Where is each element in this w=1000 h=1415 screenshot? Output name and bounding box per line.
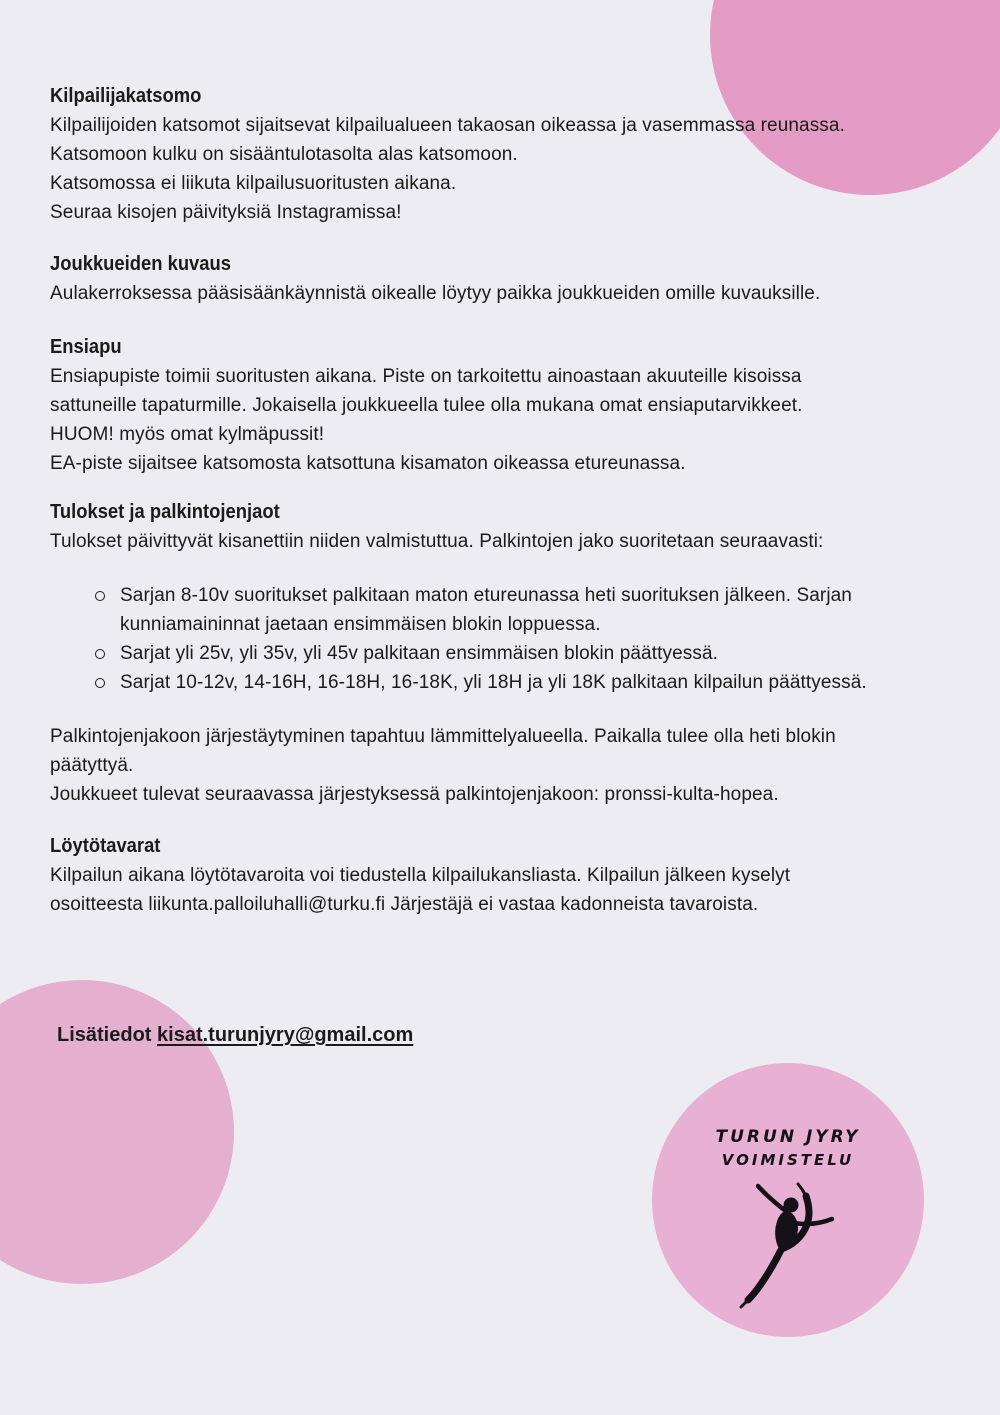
body-line: Aulakerroksessa pääsisäänkäynnistä oikealle löytyy paikka joukkueiden omille kuvauksille. [50,283,821,304]
contact-label: Lisätiedot [57,1024,152,1046]
awards-lineup-paragraph [50,722,950,809]
body-line: Ensiapupiste toimii suoritusten aikana. Piste on tarkoitettu ainoastaan akuuteille kisoissa [50,366,802,387]
list-item [95,581,975,639]
contact-info [57,1024,413,1047]
bullet-icon [95,678,105,688]
body-line: Joukkueet tulevat seuraavassa järjestyksessä palkintojenjakoon: pronssi-kulta-hopea. [50,784,779,805]
body-line: Kilpailijoiden katsomot sijaitsevat kilpailualueen takaosan oikeassa ja vasemmassa reunassa. [50,115,845,136]
section-ensiapu [50,333,950,478]
body-line: Kilpailun aikana löytötavaroita voi tiedustella kilpailukansliasta. Kilpailun jälkeen kyselyt [50,865,791,886]
bullet-line: Sarjan 8-10v suoritukset palkitaan maton etureunassa heti suorituksen jälkeen. Sarjan [120,585,852,606]
contact-email-link[interactable]: kisat.turunjyry@gmail.com [157,1024,414,1046]
club-name-line1: TURUN JYRY [715,1127,861,1147]
body-line: EA-piste sijaitsee katsomosta katsottuna kisamaton oikeassa etureunassa. [50,453,686,474]
section-heading: Kilpailijakatsomo [50,85,202,107]
bullet-icon [95,649,105,659]
body-line: Palkintojenjakoon järjestäytyminen tapahtuu lämmittelyalueella. Paikalla tulee olla heti blokin [50,726,836,747]
body-line: Katsomoon kulku on sisääntulotasolta alas katsomoon. [50,144,518,165]
section-kilpailijakatsomo [50,82,950,227]
bullet-line: Sarjat yli 25v, yli 35v, yli 45v palkitaan ensimmäisen blokin päättyessä. [120,643,718,664]
section-tulokset [50,498,950,556]
section-loytotavarat [50,832,950,919]
body-line: Seuraa kisojen päivityksiä Instagramissa! [50,202,402,223]
section-heading: Joukkueiden kuvaus [50,253,232,275]
list-item [95,668,975,697]
bullet-line: Sarjat 10-12v, 14-16H, 16-18H, 16-18K, yli 18H ja yli 18K palkitaan kilpailun päättyessä. [120,672,867,693]
section-heading: Löytötavarat [50,835,161,857]
gymnast-silhouette-icon [736,1181,841,1309]
body-line: HUOM! myös omat kylmäpussit! [50,424,325,445]
section-heading: Tulokset ja palkintojenjaot [50,501,280,523]
bullet-icon [95,591,105,601]
list-item [95,639,975,668]
award-schedule-list [95,581,975,697]
body-line: Katsomossa ei liikuta kilpailusuoritusten aikana. [50,173,457,194]
bullet-line: kunniamaininnat jaetaan ensimmäisen blokin loppuessa. [120,614,601,635]
section-heading: Ensiapu [50,336,122,358]
club-name-line2: VOIMISTELU [721,1151,855,1169]
body-line: sattuneille tapaturmille. Jokaisella joukkueella tulee olla mukana omat ensiaputarvikkeet. [50,395,803,416]
section-joukkueiden-kuvaus [50,250,950,308]
body-line: päätyttyä. [50,755,134,776]
body-line: Tulokset päivittyvät kisanettiin niiden valmistuttua. Palkintojen jako suoritetaan seuraavasti: [50,531,824,552]
club-logo [652,1063,924,1337]
body-line: osoitteesta liikunta.palloiluhalli@turku.fi Järjestäjä ei vastaa kadonneista tavaroista. [50,894,759,915]
